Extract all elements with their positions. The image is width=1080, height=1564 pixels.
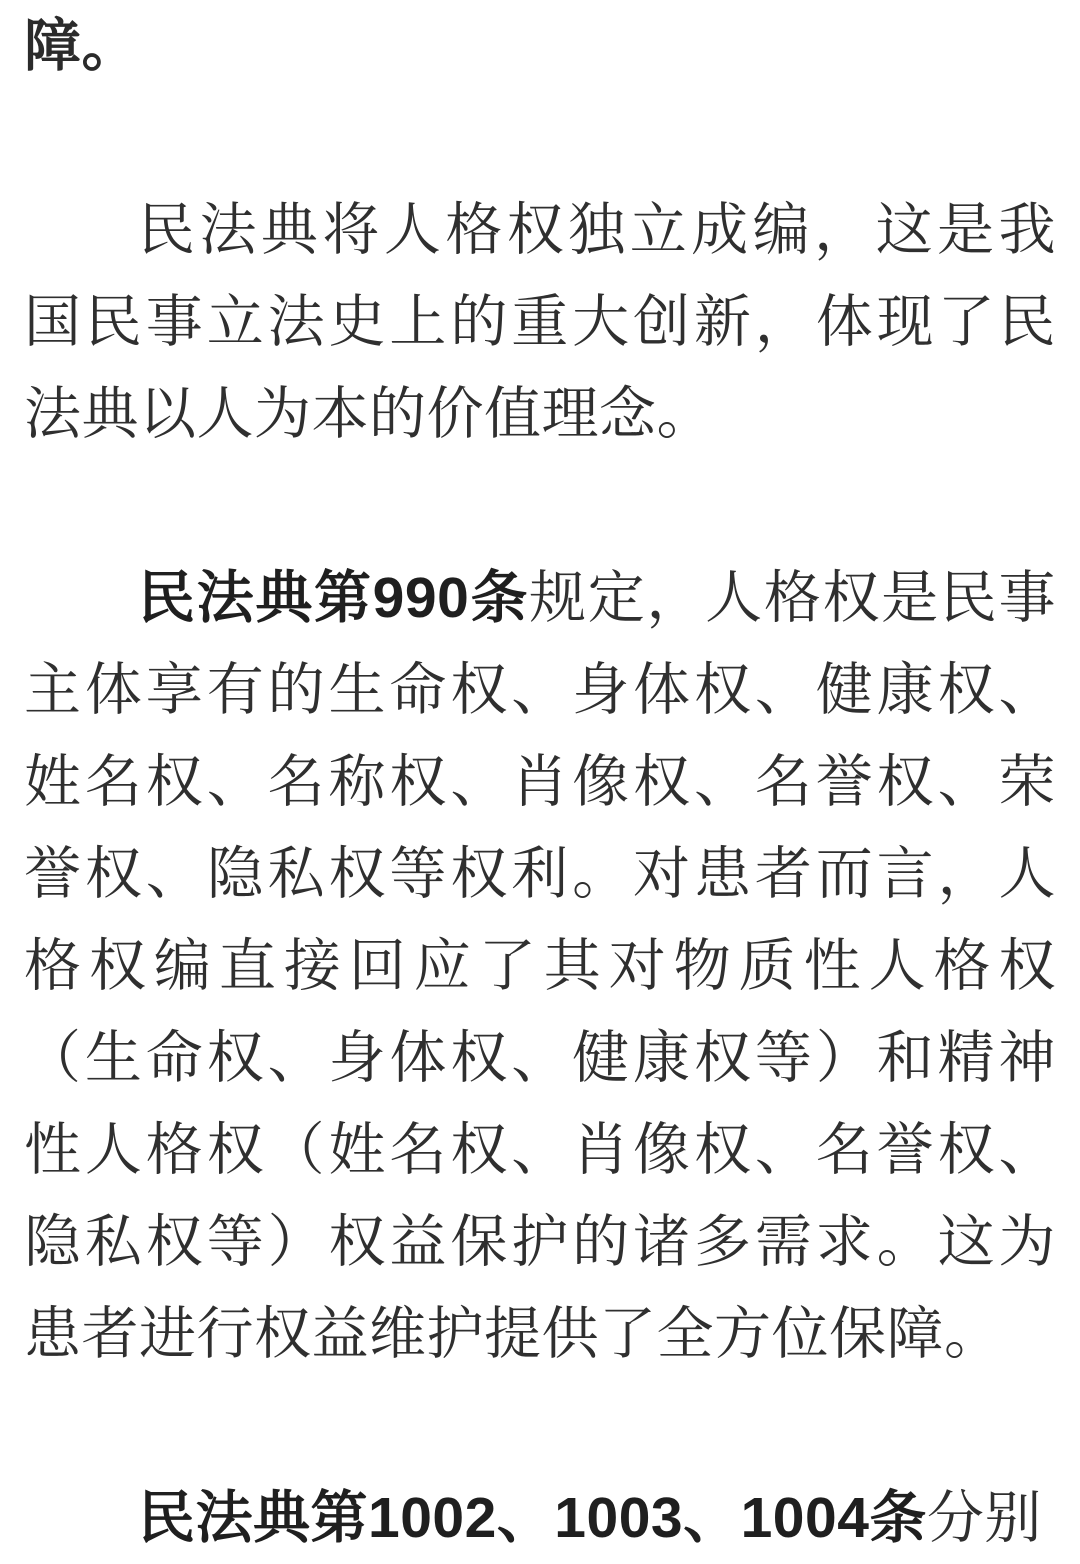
paragraph-continuation: 障。 xyxy=(24,14,139,78)
paragraph-spacer xyxy=(24,460,1056,552)
paragraph-spacer xyxy=(24,1380,1056,1472)
paragraph-personality-rights-chapter: 民法典将人格权独立成编，这是我国民事立法史上的重大创新，体现了民法典以人为本的价值理念。 xyxy=(24,198,1056,446)
paragraph-articles-1002-1004 xyxy=(24,1472,1056,1564)
paragraph-spacer xyxy=(24,92,1056,184)
articles-1002-1004-text: 分别 xyxy=(926,1486,1042,1550)
articles-1002-1004-reference: 民法典第1002、1003、1004条 xyxy=(138,1486,927,1550)
article-990-text: 规定，人格权是民事主体享有的生命权、身体权、健康权、姓名权、名称权、肖像权、名誉权、荣誉权、隐私权等权利。对患者而言，人格权编直接回应了其对物质性人格权（生命权、身体权、健康权等）和精神性人格权（姓名权、肖像权、名誉权、隐私权等）权益保护的诸多需求。这为患者进行权益维护提供了全方位保障。 xyxy=(24,566,1057,1366)
article-990-reference: 民法典第990条 xyxy=(138,566,530,630)
paragraph-article-990 xyxy=(24,552,1056,1380)
